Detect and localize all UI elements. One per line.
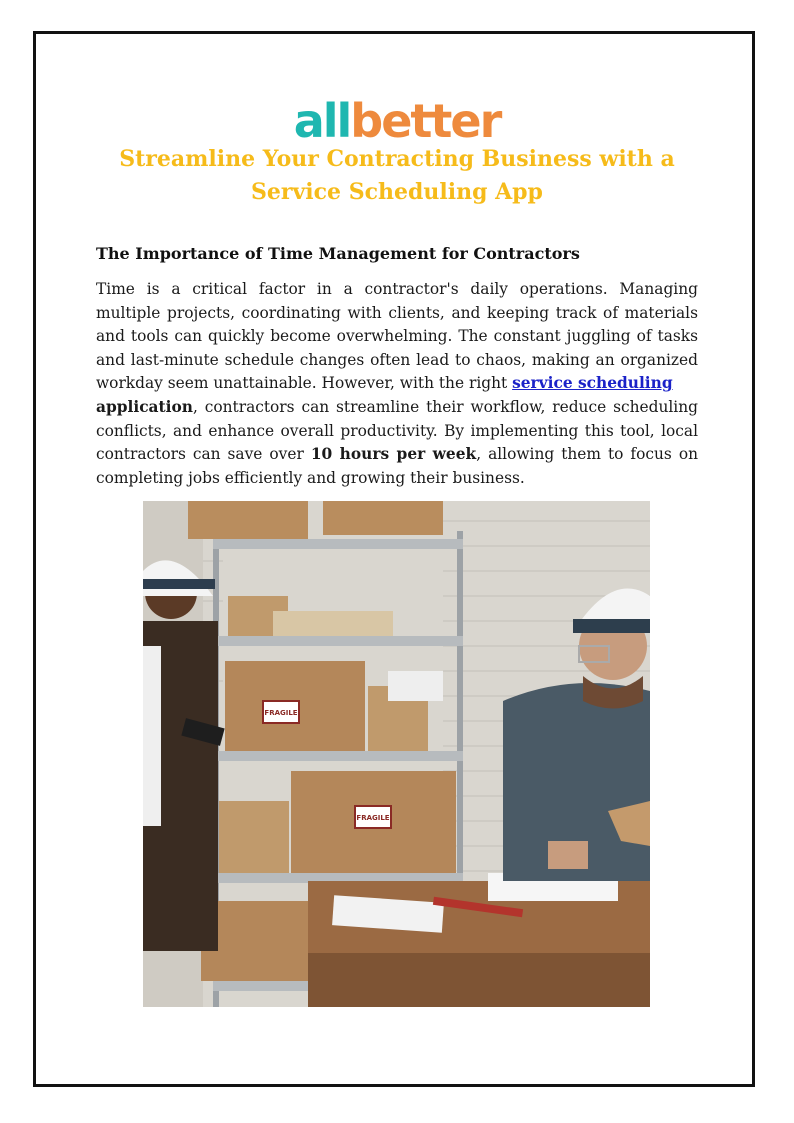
paragraph-text-3: , allowing them to focus on completing jobs efficiently and growing their business.	[96, 445, 698, 487]
fragile-label-1: FRAGILE	[264, 709, 298, 717]
allbetter-logo	[0, 96, 794, 146]
ten-hours-highlight: 10 hours per week	[310, 445, 477, 464]
section-heading: The Importance of Time Management for Contractors	[96, 244, 580, 263]
warehouse-contractors-photo	[143, 501, 650, 1007]
work-table	[308, 873, 650, 1007]
paragraph-text-1: Time is a critical factor in a contractor's daily operations. Managing multiple projects, coordinating with clients, and keeping track of materials and tools can quickly become overwhelming. The constant juggling of tasks and last-minute schedule changes often lead to chaos, making an organized workday seem unattainable. However, with the right	[96, 280, 698, 393]
page-title: Streamline Your Contracting Business with a Service Scheduling App	[119, 146, 675, 205]
service-scheduling-link[interactable]: service scheduling	[512, 374, 673, 393]
body-paragraph	[96, 278, 698, 490]
paragraph-text-2: , contractors can streamline their workflow, reduce scheduling conflicts, and enhance overall productivity. By implementing this tool, local contractors can save over	[96, 397, 698, 464]
logo-part-all: all	[293, 94, 351, 148]
logo-part-better: better	[350, 94, 501, 148]
fragile-label-2: FRAGILE	[356, 814, 390, 822]
application-bold-text: application	[96, 397, 193, 416]
